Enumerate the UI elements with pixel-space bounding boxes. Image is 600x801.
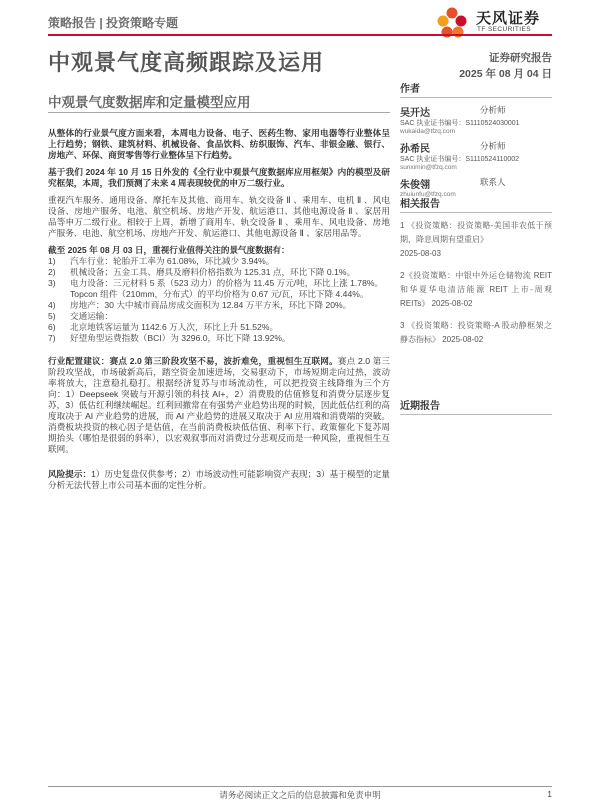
doc-type-label: 策略报告 | 投资策略专题 bbox=[48, 16, 179, 30]
report-title: 中观景气度高频跟踪及运用 bbox=[48, 50, 325, 75]
list-text: 电力设备：三元材料 5 系（523 动力）的价格为 11.45 万元/吨，环比上涨 1.78%。Topcon 组件（210mm，分布式）的平均价格为 0.67 元/瓦，环比下降 4.44%。 bbox=[70, 278, 384, 299]
author-entry bbox=[400, 104, 552, 136]
list-text: 好望角型运费指数（BCI）为 3296.0，环比下降 13.92%。 bbox=[70, 333, 291, 343]
industries-paragraph: 重视汽车服务、通用设备、摩托车及其他、商用车、轨交设备 Ⅱ 、乘用车、电机 Ⅱ 、风电设备、房地产服务、电池、航空机场、房地产开发、航运港口、其他电源设备 Ⅱ 、家居用品等申万二级行业。相较于上周，新增了商用车、轨交设备 Ⅱ 、乘用车、风电设备、房地产服务、电池、航空机场、房地产开发、航运港口、其他电源设备 Ⅱ 、家居用品等。 bbox=[48, 195, 390, 238]
recent-reports-heading: 近期报告 bbox=[400, 397, 552, 415]
logo-en-text: TF SECURITIES bbox=[477, 26, 531, 33]
related-report-date: 2025-08-03 bbox=[400, 249, 441, 258]
logo-cn-text: 天风证券 bbox=[476, 10, 541, 27]
author-entry bbox=[400, 140, 552, 172]
author-email[interactable]: zhuiunfu@tfzq.com bbox=[400, 191, 456, 198]
list-item bbox=[48, 300, 390, 311]
author-cert: SAC 执业证书编号：S1110524110002 bbox=[400, 156, 520, 163]
list-text: 房地产：30 大中城市商品房成交面积为 12.84 万平方米，环比下降 20%。 bbox=[70, 300, 352, 310]
related-report-date: 2025-08-02 bbox=[431, 299, 473, 308]
indicator-list bbox=[48, 256, 390, 344]
related-report-title[interactable]: 2《投资策略：中银中外运仓储物流 REIT 和华夏华电清洁能源 REIT 上市-周观 REITs》 bbox=[400, 271, 552, 308]
list-item bbox=[48, 333, 390, 344]
data-intro-paragraph: 截至 2025 年 08 月 03 日，重视行业值得关注的景气度数据有： bbox=[48, 245, 290, 255]
related-report-item[interactable] bbox=[400, 269, 552, 311]
list-text: 交通运输： bbox=[70, 311, 113, 321]
list-number: 3) bbox=[48, 278, 56, 288]
report-type: 证券研究报告 bbox=[489, 52, 552, 64]
authors-panel bbox=[400, 80, 552, 203]
list-number: 7) bbox=[48, 333, 56, 343]
list-number: 1) bbox=[48, 256, 56, 266]
authors-heading: 作者 bbox=[400, 80, 552, 98]
subtitle-rule bbox=[48, 112, 390, 113]
author-email[interactable]: wukaida@tfzq.com bbox=[400, 128, 456, 135]
related-heading: 相关报告 bbox=[400, 195, 552, 213]
related-report-date: 2025-08-02 bbox=[442, 335, 484, 344]
framework-paragraph: 基于我们 2024 年 10 月 15 日外发的《全行业中观景气度数据库应用框架》内的模型及研究框架，本周，我们预测了未来 4 周表现较优的申万二级行业。 bbox=[48, 167, 390, 188]
related-report-item[interactable] bbox=[400, 319, 552, 347]
related-reports-panel bbox=[400, 195, 552, 355]
author-cert: SAC 执业证书编号：S1110524030001 bbox=[400, 120, 520, 127]
author-role: 分析师 bbox=[480, 141, 506, 151]
report-date: 2025 年 08 月 04 日 bbox=[459, 68, 552, 80]
page-footer bbox=[0, 786, 600, 800]
report-body bbox=[48, 128, 390, 497]
list-item bbox=[48, 311, 390, 322]
list-number: 5) bbox=[48, 311, 56, 321]
disclaimer-text: 请务必阅读正文之后的信息披露和免责申明 bbox=[219, 790, 381, 800]
list-item bbox=[48, 256, 390, 267]
author-name: 孙希民 bbox=[400, 144, 430, 155]
report-header bbox=[48, 12, 552, 34]
list-number: 2) bbox=[48, 267, 56, 277]
list-text: 汽车行业：轮胎开工率为 61.08%，环比减少 3.94%。 bbox=[70, 256, 275, 266]
header-rule bbox=[48, 34, 552, 36]
list-text: 机械设备；五金工具、磨具及磨料价格指数为 125.31 点，环比下降 0.1%。 bbox=[70, 267, 356, 277]
related-report-title[interactable]: 3 《投资策略：投资策略-A 股动静框架之静态指标》 bbox=[400, 321, 552, 344]
report-subtitle: 中观景气度数据库和定量模型应用 bbox=[48, 95, 251, 110]
author-role: 分析师 bbox=[480, 105, 506, 115]
list-number: 6) bbox=[48, 322, 56, 332]
list-number: 4) bbox=[48, 300, 56, 310]
author-role: 联系人 bbox=[480, 177, 506, 187]
summary-paragraph: 从整体的行业景气度方面来看，本周电力设备、电子、医药生物、家用电器等行业整体呈上行趋势；钢铁、建筑材料、机械设备、食品饮料、纺织服饰、汽车、非银金融、银行、房地产、环保、商贸零售等行业整体呈下行趋势。 bbox=[48, 128, 390, 160]
allocation-lead: 行业配置建议：赛点 2.0 第三阶段攻坚不易，波折难免，重视恒生互联网。 bbox=[48, 356, 338, 366]
allocation-paragraph bbox=[48, 356, 390, 455]
author-name: 吴开达 bbox=[400, 108, 430, 119]
risk-body: 1）历史复盘仅供参考；2）市场波动性可能影响资产表现；3）基于模型的定量分析无法代替上市公司基本面的定性分析。 bbox=[48, 469, 390, 490]
author-email[interactable]: sunximin@tfzq.com bbox=[400, 164, 457, 171]
footer-rule bbox=[48, 786, 552, 787]
list-item bbox=[48, 322, 390, 333]
risk-lead: 风险提示： bbox=[48, 469, 92, 479]
page-number: 1 bbox=[547, 789, 552, 799]
list-item bbox=[48, 278, 390, 300]
risk-paragraph bbox=[48, 469, 390, 491]
related-report-title[interactable]: 1 《投资策略：投资策略-美国非农低于预期，降息周期有望重启》 bbox=[400, 221, 552, 244]
list-text: 北京地铁客运量为 1142.6 万人次，环比上升 51.52%。 bbox=[70, 322, 279, 332]
author-name: 朱俊翎 bbox=[400, 180, 430, 191]
allocation-body: 赛点 2.0 第三阶段攻坚战，市场破新高后，踏空资金加速进场，交易驱动下，市场短期走向过热，波动率将放大，注意稳扎稳打。根据经济复苏与市场流动性，可以把投资主线降维为三个方向：1）Deepseek 突破与开源引领的科技 AI+，2）消费股的估值修复和消费分层逐步复苏，3）低估红利继续崛起。红利回撤常在有强势产业趋势出现的时候，因此低估红利的高度取决于 AI 产业趋势的进展，而 AI 产业趋势的进展又取决于 AI 应用端和消费端的突破。消费板块投资的核心因子是估值，在当前消费板块低估值、利率下行、政策催化下复苏周期抬头（哪怕是很弱的斜率），以宏观叙事而对消费过分悲观反而是一种风险，重视恒生互联网。 bbox=[48, 356, 390, 454]
related-report-item[interactable] bbox=[400, 219, 552, 261]
list-item bbox=[48, 267, 390, 278]
